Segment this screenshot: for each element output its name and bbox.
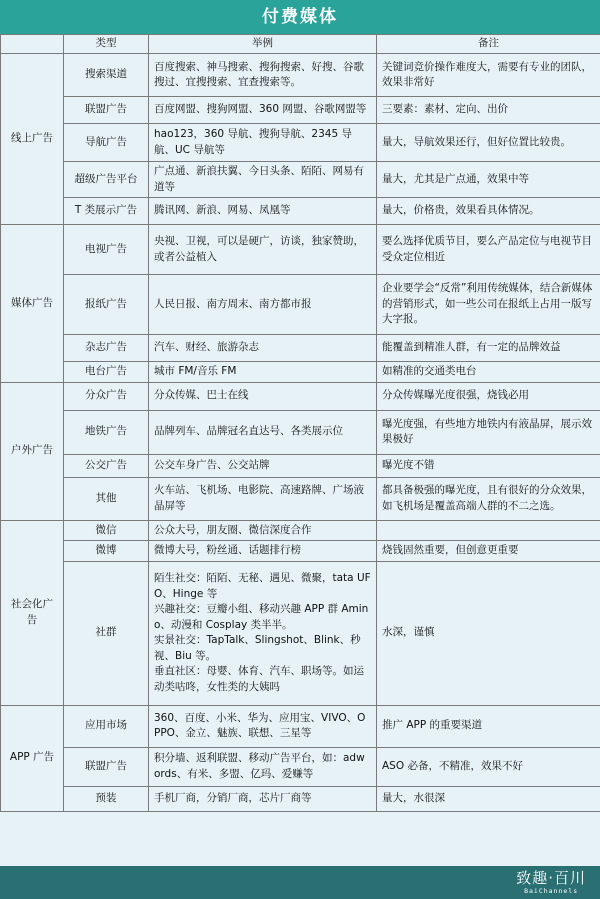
note-cell: 关键词竞价操作难度大，需要有专业的团队，效果非常好 <box>377 54 600 97</box>
example-cell: 分众传媒、巴士在线 <box>149 382 377 410</box>
table-row <box>1 335 600 362</box>
subtype-cell: 公交广告 <box>64 454 149 477</box>
header-blank <box>1 35 64 54</box>
table-row <box>1 382 600 410</box>
table-row <box>1 275 600 335</box>
table-row <box>1 561 600 705</box>
note-cell: 分众传媒曝光度很强，烧钱必用 <box>377 382 600 410</box>
table-row <box>1 786 600 811</box>
header-example: 举例 <box>149 35 377 54</box>
table-row <box>1 477 600 520</box>
example-cell: 腾讯网、新浪、网易、凤凰等 <box>149 198 377 225</box>
subtype-cell: 电视广告 <box>64 225 149 275</box>
subtype-cell: 超级广告平台 <box>64 162 149 198</box>
example-cell: 陌生社交：陌陌、无秘、遇见、微聚，tata UFO、Hinge 等 兴趣社交：豆瓣小组、移动兴趣 APP 群 Amino、动漫和 Cosplay 类半半。 实景社交：TapTalk、Slingshot、Blink、秒视、Biu 等。 垂直社区：母婴、体育、汽车、职场等。如运动类咕咚，女性类的大姨吗 <box>149 561 377 705</box>
subtype-cell: 社群 <box>64 561 149 705</box>
table-body <box>1 54 600 812</box>
table-row <box>1 454 600 477</box>
subtype-cell: 预装 <box>64 786 149 811</box>
note-cell: ASO 必备，不精准，效果不好 <box>377 747 600 786</box>
note-cell: 曝光度强，有些地方地铁内有液晶屏，展示效果极好 <box>377 410 600 454</box>
category-cell: 社会化广告 <box>1 520 64 705</box>
example-cell: 火车站、飞机场、电影院、高速路牌、广场液晶屏等 <box>149 477 377 520</box>
note-cell: 水深，谨慎 <box>377 561 600 705</box>
example-cell: 360、百度、小米、华为、应用宝、VIVO、OPPO、金立、魅族、联想、三星等 <box>149 705 377 747</box>
example-cell: 百度网盟、搜狗网盟、360 网盟、谷歌网盟等 <box>149 97 377 124</box>
note-cell: 量大，价格贵，效果看具体情况。 <box>377 198 600 225</box>
note-cell: 量大，水很深 <box>377 786 600 811</box>
category-cell: 媒体广告 <box>1 225 64 383</box>
note-cell: 量大，导航效果还行，但好位置比较贵。 <box>377 124 600 162</box>
example-cell: hao123，360 导航、搜狗导航、2345 导航、UC 导航等 <box>149 124 377 162</box>
subtype-cell: 电台广告 <box>64 362 149 383</box>
example-cell: 品牌列车、品牌冠名直达号、各类展示位 <box>149 410 377 454</box>
table-row <box>1 520 600 541</box>
example-cell: 公交车身广告、公交站牌 <box>149 454 377 477</box>
paid-media-table <box>0 34 600 812</box>
subtype-cell: 应用市场 <box>64 705 149 747</box>
note-cell: 推广 APP 的重要渠道 <box>377 705 600 747</box>
table-row <box>1 225 600 275</box>
example-cell: 人民日报、南方周末、南方都市报 <box>149 275 377 335</box>
subtype-cell: 联盟广告 <box>64 97 149 124</box>
table-row <box>1 362 600 383</box>
table-row <box>1 705 600 747</box>
table-row <box>1 747 600 786</box>
footer-bar <box>0 866 600 899</box>
table-row <box>1 198 600 225</box>
note-cell: 都具备极强的曝光度，且有很好的分众效果，如飞机场是覆盖高端人群的不二之选。 <box>377 477 600 520</box>
subtype-cell: 微博 <box>64 541 149 562</box>
table-row <box>1 410 600 454</box>
table-row <box>1 162 600 198</box>
table-row <box>1 541 600 562</box>
table-row <box>1 124 600 162</box>
subtype-cell: 联盟广告 <box>64 747 149 786</box>
note-cell: 曝光度不错 <box>377 454 600 477</box>
example-cell: 微博大号，粉丝通、话题排行榜 <box>149 541 377 562</box>
table-row <box>1 97 600 124</box>
example-cell: 百度搜索、神马搜索、搜狗搜索、好搜、谷歌搜过、宜搜搜索、宜查搜索等。 <box>149 54 377 97</box>
example-cell: 汽车、财经、旅游杂志 <box>149 335 377 362</box>
logo-subtext: BaiChannels <box>524 887 579 895</box>
note-cell: 三要素：素材、定向、出价 <box>377 97 600 124</box>
category-cell: 线上广告 <box>1 54 64 225</box>
subtype-cell: 搜索渠道 <box>64 54 149 97</box>
note-cell: 烧钱固然重要，但创意更重要 <box>377 541 600 562</box>
subtype-cell: 报纸广告 <box>64 275 149 335</box>
note-cell: 要么选择优质节目，要么产品定位与电视节目受众定位相近 <box>377 225 600 275</box>
example-cell: 公众大号，朋友圈、微信深度合作 <box>149 520 377 541</box>
header-note: 备注 <box>377 35 600 54</box>
subtype-cell: 分众广告 <box>64 382 149 410</box>
subtype-cell: 地铁广告 <box>64 410 149 454</box>
example-cell: 积分墙、返利联盟、移动广告平台，如：adwords、有米、多盟、亿玛、爱赚等 <box>149 747 377 786</box>
header-type: 类型 <box>64 35 149 54</box>
subtype-cell: 杂志广告 <box>64 335 149 362</box>
brand-logo <box>516 869 586 895</box>
example-cell: 城市 FM/音乐 FM <box>149 362 377 383</box>
note-cell: 量大，尤其是广点通，效果中等 <box>377 162 600 198</box>
subtype-cell: 微信 <box>64 520 149 541</box>
note-cell: 如精准的交通类电台 <box>377 362 600 383</box>
table-row <box>1 54 600 97</box>
example-cell: 广点通、新浪扶翼、今日头条、陌陌、网易有道等 <box>149 162 377 198</box>
example-cell: 手机厂商，分销厂商，芯片厂商等 <box>149 786 377 811</box>
subtype-cell: 其他 <box>64 477 149 520</box>
note-cell <box>377 520 600 541</box>
page-title: 付费媒体 <box>0 0 600 34</box>
subtype-cell: T 类展示广告 <box>64 198 149 225</box>
note-cell: 企业要学会“反常”利用传统媒体，结合新媒体的营销形式，如一些公司在报纸上占用一版写大字报。 <box>377 275 600 335</box>
category-cell: 户外广告 <box>1 382 64 520</box>
table-header-row <box>1 35 600 54</box>
subtype-cell: 导航广告 <box>64 124 149 162</box>
note-cell: 能覆盖到精准人群，有一定的品牌效益 <box>377 335 600 362</box>
example-cell: 央视、卫视，可以是硬广，访谈，独家赞助，或者公益植入 <box>149 225 377 275</box>
logo-text: 致趣·百川 <box>516 869 586 887</box>
category-cell: APP 广告 <box>1 705 64 811</box>
